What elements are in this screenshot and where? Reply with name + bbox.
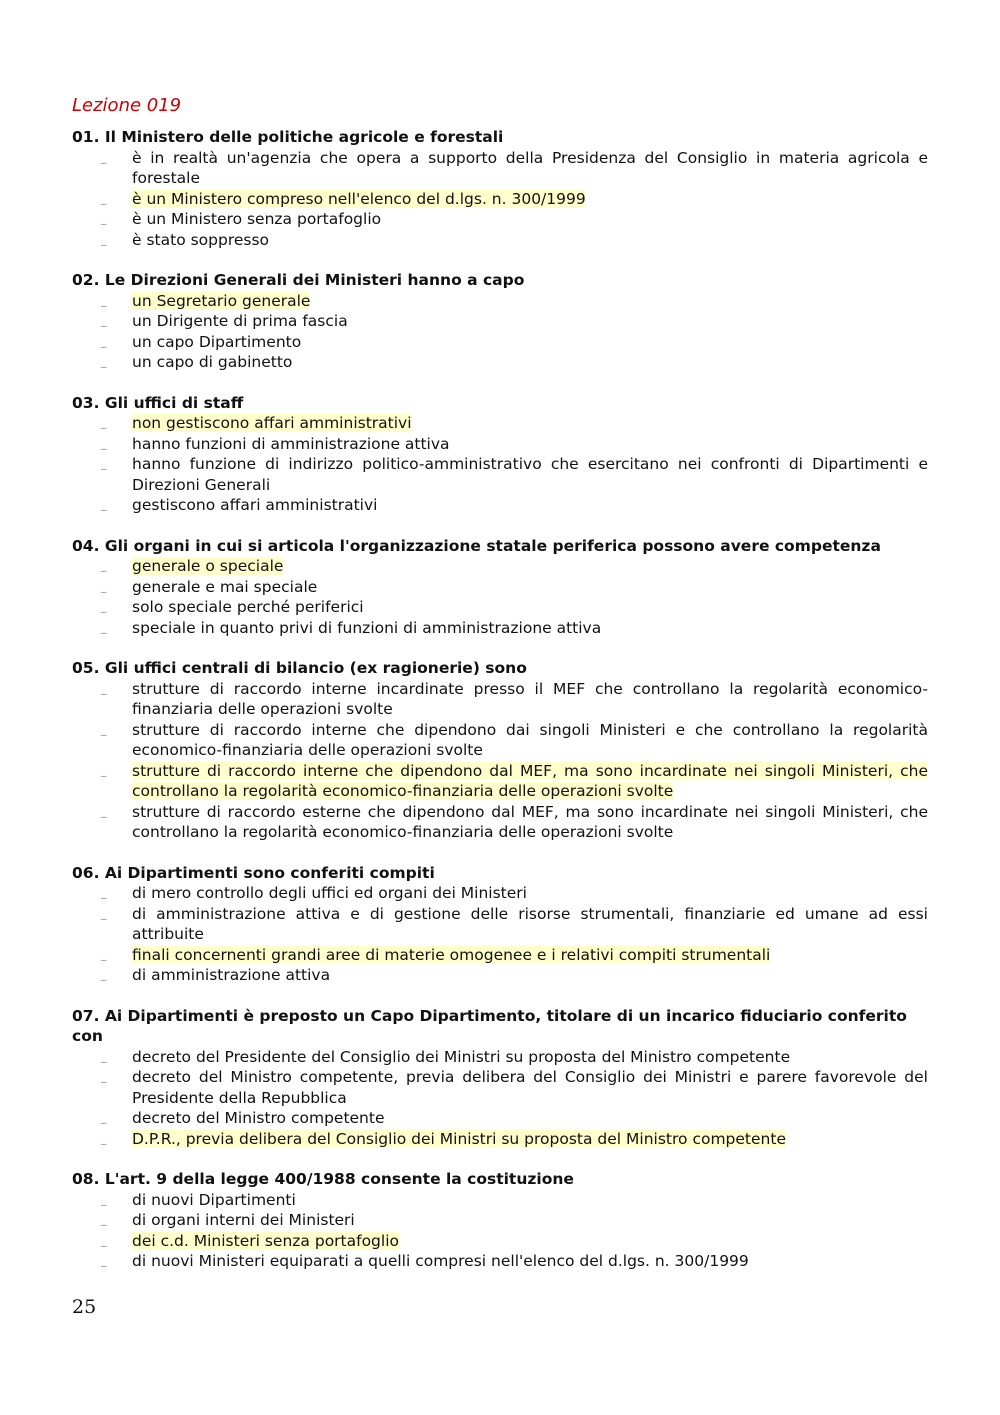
answer-option [72, 454, 928, 495]
answer-text: di nuovi Ministeri equiparati a quelli compresi nell'elenco del d.lgs. n. 300/1999 [132, 1252, 749, 1270]
answer-options [72, 556, 928, 638]
answer-option [72, 618, 928, 639]
answer-text: è in realtà un'agenzia che opera a supporto della Presidenza del Consiglio in materia agricola e forestale [132, 148, 928, 187]
answer-option [72, 352, 928, 373]
question-block [72, 393, 928, 516]
answer-text: di nuovi Dipartimenti [132, 1190, 296, 1209]
answer-options [72, 148, 928, 251]
answer-text: solo speciale perché periferici [132, 598, 364, 616]
question-title: 05. Gli uffici centrali di bilancio (ex ragionerie) sono [72, 659, 527, 677]
correct-answer-text: un Segretario generale [132, 291, 311, 310]
answer-text: gestiscono affari amministrativi [132, 496, 378, 514]
answer-option [72, 413, 928, 434]
answer-option [72, 945, 928, 966]
bullet-icon: _ [101, 334, 107, 348]
question-block [72, 658, 928, 843]
bullet-icon: _ [101, 355, 107, 368]
question-title: 07. Ai Dipartimenti è preposto un Capo Dipartimento, titolare di un incarico fiduciario conferito con [72, 1006, 907, 1045]
answer-option [72, 1129, 928, 1150]
bullet-icon: _ [101, 1213, 107, 1226]
answer-option [72, 434, 928, 455]
question-list [72, 127, 928, 1292]
question-title: 08. L'art. 9 della legge 400/1988 consente la costituzione [72, 1170, 574, 1188]
bullet-icon: _ [101, 968, 107, 981]
answer-option [72, 556, 928, 577]
answer-options [72, 1047, 928, 1150]
answer-options [72, 679, 928, 843]
bullet-icon: _ [101, 150, 107, 164]
answer-option [72, 189, 928, 210]
bullet-icon: _ [101, 232, 107, 246]
answer-option [72, 1231, 928, 1252]
correct-answer-text: dei c.d. Ministeri senza portafoglio [132, 1231, 399, 1250]
bullet-icon: _ [101, 681, 107, 695]
answer-option [72, 720, 928, 761]
answer-option [72, 209, 928, 230]
answer-text: strutture di raccordo interne che dipendono dai singoli Ministeri e che controllano la regolarità economico-finanziaria delle operazioni svolte [132, 720, 928, 759]
answer-text: un Dirigente di prima fascia [132, 312, 348, 330]
answer-option [72, 1210, 928, 1231]
bullet-icon: _ [101, 886, 107, 899]
question-block [72, 270, 928, 373]
answer-text: un capo di gabinetto [132, 353, 293, 371]
answer-option [72, 1047, 928, 1068]
bullet-icon: _ [101, 620, 107, 634]
bullet-icon: _ [101, 804, 107, 818]
answer-text: strutture di raccordo interne incardinate presso il MEF che controllano la regolarità economico-finanziaria delle operazioni svolte [132, 679, 928, 718]
correct-answer-text: generale o speciale [132, 557, 284, 575]
answer-option [72, 148, 928, 189]
bullet-icon: _ [101, 1070, 107, 1083]
bullet-icon: _ [101, 1233, 107, 1247]
question-title: 06. Ai Dipartimenti sono conferiti compiti [72, 863, 435, 882]
bullet-icon: _ [101, 559, 107, 572]
answer-option [72, 291, 928, 312]
bullet-icon: _ [101, 212, 107, 225]
page-number: 25 [72, 1296, 97, 1318]
answer-text: un capo Dipartimento [132, 332, 302, 351]
bullet-icon: _ [101, 579, 107, 593]
question-block [72, 127, 928, 250]
bullet-icon: _ [101, 600, 107, 613]
bullet-icon: _ [101, 293, 107, 307]
answer-option [72, 597, 928, 618]
bullet-icon: _ [101, 1131, 107, 1145]
answer-option [72, 761, 928, 802]
answer-text: di mero controllo degli uffici ed organi dei Ministeri [132, 884, 527, 902]
bullet-icon: _ [101, 763, 107, 777]
answer-text: speciale in quanto privi di funzioni di amministrazione attiva [132, 618, 602, 637]
answer-text: decreto del Presidente del Consiglio dei Ministri su proposta del Ministro competente [132, 1047, 791, 1066]
answer-options [72, 413, 928, 516]
question-block [72, 863, 928, 986]
correct-answer-text: non gestiscono affari amministrativi [132, 414, 412, 432]
answer-option [72, 1190, 928, 1211]
bullet-icon: _ [101, 1111, 107, 1124]
answer-text: di amministrazione attiva [132, 966, 331, 984]
answer-text: hanno funzioni di amministrazione attiva [132, 434, 450, 453]
answer-text: decreto del Ministro competente, previa delibera del Consiglio dei Ministri e parere favorevole del Presidente della Repubblica [132, 1068, 928, 1107]
answer-options [72, 883, 928, 986]
answer-option [72, 311, 928, 332]
correct-answer-text: D.P.R., previa delibera del Consiglio dei Ministri su proposta del Ministro competente [132, 1129, 786, 1148]
bullet-icon: _ [101, 457, 107, 470]
correct-answer-text: è un Ministero compreso nell'elenco del d.lgs. n. 300/1999 [132, 189, 586, 208]
bullet-icon: _ [101, 722, 107, 736]
answer-options [72, 291, 928, 373]
bullet-icon: _ [101, 314, 107, 327]
answer-text: strutture di raccordo esterne che dipendono dal MEF, ma sono incardinate nei singoli Ministeri, che controllano la regolarità economico-finanziaria delle operazioni svolte [132, 802, 928, 841]
answer-text: di organi interni dei Ministeri [132, 1211, 355, 1229]
bullet-icon: _ [101, 1254, 107, 1267]
answer-text: decreto del Ministro competente [132, 1109, 385, 1127]
answer-option [72, 679, 928, 720]
answer-option [72, 577, 928, 598]
answer-text: è stato soppresso [132, 230, 270, 249]
answer-text: hanno funzione di indirizzo politico-amministrativo che esercitano nei confronti di Dipartimenti e Direzioni Generali [132, 455, 928, 494]
answer-option [72, 495, 928, 516]
answer-option [72, 230, 928, 251]
answer-option [72, 332, 928, 353]
answer-text: è un Ministero senza portafoglio [132, 210, 382, 228]
bullet-icon: _ [101, 1049, 107, 1063]
question-title: 04. Gli organi in cui si articola l'organizzazione statale periferica possono avere competenza [72, 536, 881, 555]
bullet-icon: _ [101, 416, 107, 429]
answer-option [72, 802, 928, 843]
question-title: 01. Il Ministero delle politiche agricole e forestali [72, 128, 504, 146]
answer-text: di amministrazione attiva e di gestione delle risorse strumentali, finanziarie ed umane ad essi attribuite [132, 904, 928, 943]
question-block [72, 1169, 928, 1272]
bullet-icon: _ [101, 947, 107, 961]
correct-answer-text: finali concernenti grandi aree di materie omogenee e i relativi compiti strumentali [132, 945, 771, 964]
bullet-icon: _ [101, 1192, 107, 1206]
bullet-icon: _ [101, 436, 107, 450]
answer-option [72, 883, 928, 904]
lesson-title: Lezione 019 [72, 95, 182, 116]
question-title: 03. Gli uffici di staff [72, 393, 244, 412]
answer-option [72, 904, 928, 945]
answer-option [72, 965, 928, 986]
answer-options [72, 1190, 928, 1272]
answer-option [72, 1108, 928, 1129]
question-block [72, 1006, 928, 1150]
correct-answer-text: strutture di raccordo interne che dipendono dal MEF, ma sono incardinate nei singoli Ministeri, che controllano la regolarità economico-finanziaria delle operazioni svolte [132, 761, 928, 800]
bullet-icon: _ [101, 191, 107, 205]
answer-text: generale e mai speciale [132, 577, 318, 596]
answer-option [72, 1067, 928, 1108]
bullet-icon: _ [101, 498, 107, 511]
question-block [72, 536, 928, 639]
answer-option [72, 1251, 928, 1272]
question-title: 02. Le Direzioni Generali dei Ministeri hanno a capo [72, 271, 525, 289]
bullet-icon: _ [101, 906, 107, 920]
